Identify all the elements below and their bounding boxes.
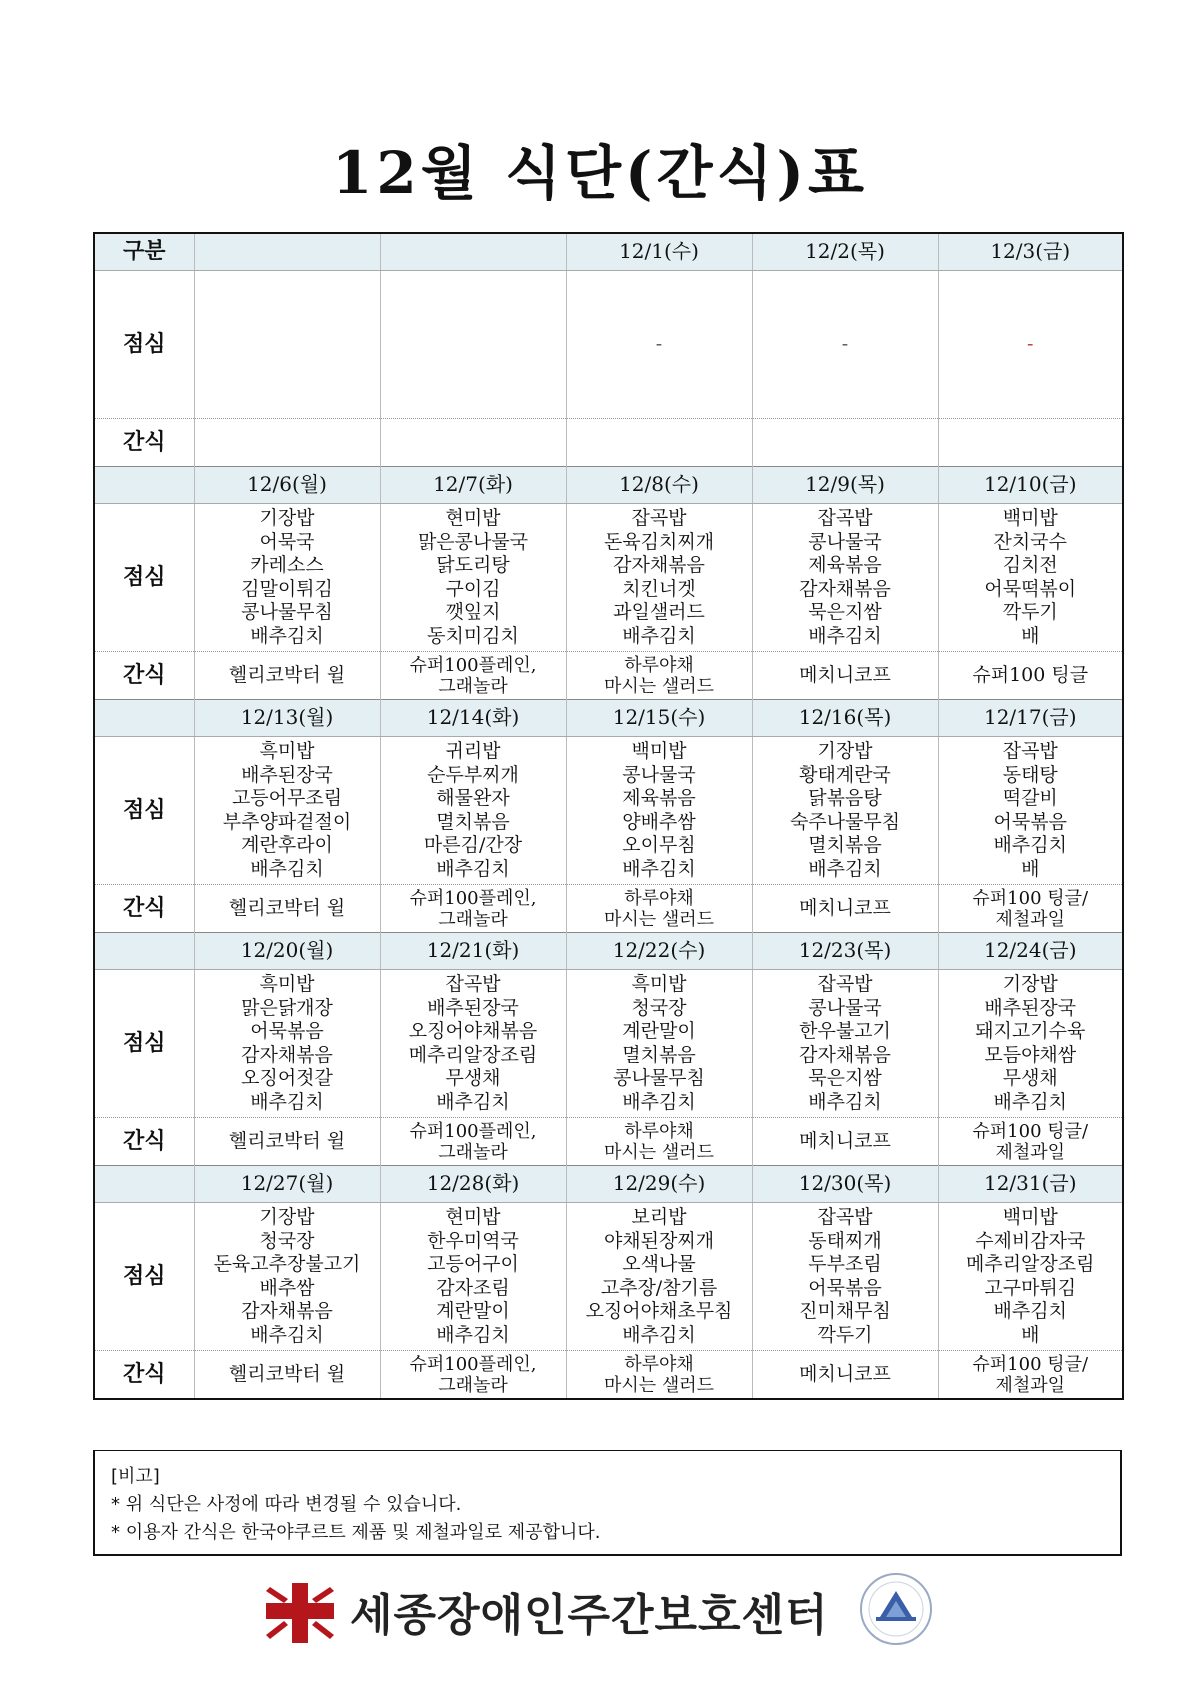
week-header-row xyxy=(94,933,1123,970)
snack-cell xyxy=(938,419,1123,467)
snack-item: 메치니코프 xyxy=(799,1129,891,1152)
date-header: 12/27(월) xyxy=(194,1166,380,1203)
snack-cell xyxy=(380,1118,566,1166)
lunch-cell: - xyxy=(566,271,752,419)
menu-item: 배추김치 xyxy=(993,1090,1067,1113)
menu-item: 묵은지쌈 xyxy=(808,601,882,623)
menu-item: 감자채볶음 xyxy=(799,577,891,600)
date-header: 12/20(월) xyxy=(194,933,380,970)
lunch-cell: - xyxy=(938,271,1123,419)
menu-table-body xyxy=(94,233,1123,1399)
menu-item: 흑미밥 xyxy=(631,973,687,995)
menu-item: 배추김치 xyxy=(808,857,882,880)
date-header: 12/3(금) xyxy=(938,233,1123,271)
snack-cell xyxy=(194,1118,380,1166)
menu-item: 닭도리탕 xyxy=(436,554,510,576)
menu-item: 배추김치 xyxy=(993,834,1067,856)
lunch-label: 점심 xyxy=(94,504,194,652)
menu-item: 흑미밥 xyxy=(259,973,315,995)
snack-item: 제철과일 xyxy=(995,1374,1066,1396)
lunch-cell: - xyxy=(752,271,938,419)
menu-item: 제육볶음 xyxy=(808,554,882,576)
menu-item: 메추리알장조림 xyxy=(966,1253,1095,1275)
snack-item: 헬리코박터 윌 xyxy=(228,896,346,919)
menu-item: 기장밥 xyxy=(817,740,873,762)
menu-item: 기장밥 xyxy=(259,1206,315,1228)
menu-item: 배추된장국 xyxy=(984,996,1077,1019)
snack-label: 간식 xyxy=(94,1351,194,1400)
menu-item: 고추장/참기름 xyxy=(600,1276,718,1299)
menu-item: 배추김치 xyxy=(622,1323,696,1346)
menu-item: 잡곡밥 xyxy=(817,1206,873,1228)
menu-item: 메추리알장조림 xyxy=(408,1043,538,1066)
snack-cell xyxy=(752,652,938,700)
menu-item: 어묵볶음 xyxy=(993,810,1067,833)
lunch-row xyxy=(94,504,1123,652)
menu-item: 청국장 xyxy=(259,1229,315,1252)
menu-item: 배추김치 xyxy=(993,1300,1067,1322)
snack-cell xyxy=(194,652,380,700)
snack-row xyxy=(94,1118,1123,1166)
snack-cell xyxy=(938,885,1123,933)
date-header: 12/30(목) xyxy=(752,1166,938,1203)
snack-cell xyxy=(566,1118,752,1166)
lunch-cell xyxy=(752,504,938,652)
lunch-cell xyxy=(194,504,380,652)
snack-item: 마시는 샐러드 xyxy=(603,675,715,697)
menu-item: 콩나물무침 xyxy=(241,601,333,623)
menu-item: 깍두기 xyxy=(1002,601,1058,623)
snack-row xyxy=(94,1351,1123,1400)
menu-item: 돈육김치찌개 xyxy=(603,530,715,553)
snack-item: 헬리코박터 윌 xyxy=(228,663,346,686)
snack-cell xyxy=(752,885,938,933)
snack-item: 마시는 샐러드 xyxy=(603,1141,715,1163)
menu-item: 배추김치 xyxy=(622,1090,696,1113)
menu-item: 오색나물 xyxy=(622,1253,696,1275)
snack-label: 간식 xyxy=(94,885,194,933)
snack-cell xyxy=(752,1118,938,1166)
header-blank-cell xyxy=(94,933,194,970)
snack-cell xyxy=(752,1351,938,1400)
date-header xyxy=(380,233,566,271)
menu-item: 오이무침 xyxy=(622,834,696,856)
lunch-label: 점심 xyxy=(94,1203,194,1351)
menu-item: 콩나물국 xyxy=(808,530,882,553)
menu-item: 진미채무침 xyxy=(799,1300,891,1322)
menu-item: 김말이튀김 xyxy=(241,577,333,600)
menu-item: 배추김치 xyxy=(436,857,510,880)
menu-item: 멸치볶음 xyxy=(436,810,510,833)
menu-item: 배추김치 xyxy=(808,624,882,647)
menu-item: 계란말이 xyxy=(436,1300,510,1322)
lunch-cell xyxy=(194,1203,380,1351)
snack-item: 그래놀라 xyxy=(438,675,508,697)
menu-item: 두부조림 xyxy=(808,1253,882,1275)
menu-item: 배추김치 xyxy=(622,624,696,647)
lunch-cell xyxy=(194,737,380,885)
snack-item: 헬리코박터 윌 xyxy=(228,1129,346,1152)
date-header: 12/6(월) xyxy=(194,467,380,504)
menu-item: 배추된장국 xyxy=(241,763,333,786)
snack-item: 메치니코프 xyxy=(799,1362,891,1385)
menu-item: 깍두기 xyxy=(817,1323,873,1346)
menu-item: 배추된장국 xyxy=(427,996,519,1019)
date-header: 12/21(화) xyxy=(380,933,566,970)
lunch-row xyxy=(94,1203,1123,1351)
snack-cell xyxy=(566,419,752,467)
menu-item: 과일샐러드 xyxy=(613,601,705,623)
menu-item: 배추쌈 xyxy=(259,1276,315,1299)
snack-item: 슈퍼100플레인, xyxy=(409,1120,537,1142)
snack-cell xyxy=(566,652,752,700)
date-header: 12/17(금) xyxy=(938,700,1123,737)
lunch-cell xyxy=(380,271,566,419)
snack-item: 헬리코박터 윌 xyxy=(228,1362,346,1385)
lunch-cell xyxy=(380,970,566,1118)
menu-item: 오징어야채볶음 xyxy=(408,1020,538,1042)
snack-item: 슈퍼100플레인, xyxy=(409,887,537,909)
sejong-city-emblem-icon xyxy=(858,1571,934,1647)
menu-item: 백미밥 xyxy=(1002,1206,1058,1228)
menu-item: 잡곡밥 xyxy=(817,973,873,995)
lunch-cell xyxy=(566,504,752,652)
menu-item: 모듬야채쌈 xyxy=(984,1043,1077,1066)
menu-item: 부추양파겉절이 xyxy=(222,810,352,833)
notes-heading: [비고] xyxy=(111,1466,160,1487)
lunch-cell xyxy=(938,1203,1123,1351)
lunch-cell xyxy=(938,970,1123,1118)
lunch-cell xyxy=(752,1203,938,1351)
menu-item: 감자채볶음 xyxy=(241,1300,333,1322)
snack-cell xyxy=(380,885,566,933)
menu-item: 마른김/간장 xyxy=(423,834,523,856)
snack-cell xyxy=(194,419,380,467)
date-header: 12/29(수) xyxy=(566,1166,752,1203)
menu-item: 무생채 xyxy=(1002,1067,1058,1089)
note-line: * 이용자 간식은 한국야쿠르트 제품 및 제철과일로 제공합니다. xyxy=(111,1522,601,1543)
snack-item: 그래놀라 xyxy=(438,908,508,930)
lunch-cell xyxy=(566,737,752,885)
snack-item: 하루야채 xyxy=(624,887,694,909)
menu-item: 감자채볶음 xyxy=(613,554,705,576)
menu-table xyxy=(93,232,1124,1400)
menu-item: 한우미역국 xyxy=(427,1229,519,1252)
menu-item: 배추김치 xyxy=(250,1323,324,1346)
menu-item: 잡곡밥 xyxy=(445,973,501,995)
menu-item: 잡곡밥 xyxy=(631,507,687,529)
lunch-cell xyxy=(752,737,938,885)
notes-box xyxy=(93,1450,1122,1556)
menu-item: 떡갈비 xyxy=(1002,787,1058,809)
header-blank-cell xyxy=(94,1166,194,1203)
snack-item: 슈퍼100 팅글/ xyxy=(972,1120,1089,1142)
menu-item: 어묵떡볶이 xyxy=(984,577,1077,600)
snack-item: 그래놀라 xyxy=(438,1374,508,1396)
menu-item: 배추김치 xyxy=(436,1090,510,1113)
menu-item: 멸치볶음 xyxy=(622,1043,696,1066)
menu-item: 감자채볶음 xyxy=(241,1043,333,1066)
menu-item: 콩나물무침 xyxy=(613,1067,705,1089)
date-header: 12/31(금) xyxy=(938,1166,1123,1203)
snack-cell xyxy=(380,419,566,467)
menu-item: 흑미밥 xyxy=(259,740,315,762)
menu-item: 배추김치 xyxy=(250,1090,324,1113)
menu-item: 기장밥 xyxy=(259,507,315,529)
snack-label: 간식 xyxy=(94,419,194,467)
week-header-row xyxy=(94,1166,1123,1203)
snack-cell xyxy=(380,652,566,700)
menu-item: 배추김치 xyxy=(808,1090,882,1113)
snack-label: 간식 xyxy=(94,1118,194,1166)
snack-row xyxy=(94,885,1123,933)
menu-item: 맑은콩나물국 xyxy=(417,530,529,553)
snack-item: 슈퍼100 팅글/ xyxy=(972,1353,1089,1375)
menu-item: 묵은지쌈 xyxy=(808,1067,882,1089)
menu-item: 귀리밥 xyxy=(445,740,501,762)
footer xyxy=(262,1575,942,1647)
date-header: 12/28(화) xyxy=(380,1166,566,1203)
snack-item: 슈퍼100플레인, xyxy=(409,1353,537,1375)
menu-item: 깻잎지 xyxy=(445,601,501,623)
menu-item: 잡곡밥 xyxy=(817,507,873,529)
snack-item: 제철과일 xyxy=(995,1141,1066,1163)
menu-item: 숙주나물무침 xyxy=(789,810,901,833)
menu-item: 보리밥 xyxy=(631,1206,687,1228)
note-line: * 위 식단은 사정에 따라 변경될 수 있습니다. xyxy=(111,1494,462,1515)
week-header-row xyxy=(94,233,1123,271)
date-header: 12/15(수) xyxy=(566,700,752,737)
menu-item: 돈육고추장불고기 xyxy=(213,1253,361,1275)
week-header-row xyxy=(94,700,1123,737)
menu-item: 배추김치 xyxy=(250,857,324,880)
lunch-label: 점심 xyxy=(94,271,194,419)
menu-item: 백미밥 xyxy=(631,740,687,762)
caritas-cross-icon xyxy=(262,1581,338,1645)
menu-item: 감자조림 xyxy=(436,1276,510,1299)
date-header: 12/7(화) xyxy=(380,467,566,504)
menu-item: 배추김치 xyxy=(250,624,324,647)
snack-item: 슈퍼100 팅글/ xyxy=(972,887,1089,909)
lunch-cell xyxy=(380,737,566,885)
lunch-row xyxy=(94,970,1123,1118)
menu-item: 어묵국 xyxy=(259,530,315,553)
menu-item: 배 xyxy=(1021,624,1040,647)
snack-cell xyxy=(566,885,752,933)
date-header: 12/14(화) xyxy=(380,700,566,737)
snack-item: 슈퍼100플레인, xyxy=(409,654,537,676)
menu-item: 닭볶음탕 xyxy=(808,787,882,809)
menu-item: 고등어무조림 xyxy=(231,787,343,809)
snack-item: 제철과일 xyxy=(995,908,1066,930)
menu-item: 양배추쌈 xyxy=(622,810,696,833)
date-header: 12/1(수) xyxy=(566,233,752,271)
menu-item: 동태찌개 xyxy=(808,1229,882,1252)
menu-item: 현미밥 xyxy=(445,507,501,529)
menu-item: 한우불고기 xyxy=(799,1020,891,1042)
snack-item: 메치니코프 xyxy=(799,663,891,686)
lunch-cell xyxy=(752,970,938,1118)
snack-cell xyxy=(380,1351,566,1400)
week-header-row xyxy=(94,467,1123,504)
menu-item: 고등어구이 xyxy=(427,1253,519,1275)
snack-item: 슈퍼100 팅글 xyxy=(972,663,1089,686)
lunch-row xyxy=(94,737,1123,885)
menu-item: 배추김치 xyxy=(622,857,696,880)
lunch-label: 점심 xyxy=(94,970,194,1118)
lunch-cell xyxy=(938,737,1123,885)
lunch-cell xyxy=(380,504,566,652)
menu-item: 돼지고기수육 xyxy=(975,1020,1086,1042)
snack-cell xyxy=(938,1118,1123,1166)
menu-item: 카레소스 xyxy=(250,554,324,576)
snack-item: 하루야채 xyxy=(624,1353,694,1375)
lunch-label: 점심 xyxy=(94,737,194,885)
category-label: 구분 xyxy=(94,233,194,271)
date-header: 12/9(목) xyxy=(752,467,938,504)
lunch-cell xyxy=(566,970,752,1118)
menu-item: 잡곡밥 xyxy=(1002,740,1058,762)
menu-item: 배 xyxy=(1021,857,1040,880)
date-header: 12/13(월) xyxy=(194,700,380,737)
menu-item: 어묵볶음 xyxy=(250,1020,324,1042)
snack-item: 하루야채 xyxy=(624,1120,694,1142)
menu-item: 멸치볶음 xyxy=(808,834,882,856)
snack-cell xyxy=(566,1351,752,1400)
menu-item: 배추김치 xyxy=(436,1323,510,1346)
snack-cell xyxy=(194,1351,380,1400)
date-header: 12/23(목) xyxy=(752,933,938,970)
menu-item: 오징어야채초무침 xyxy=(585,1300,733,1322)
menu-item: 수제비감자국 xyxy=(975,1229,1086,1252)
menu-item: 순두부찌개 xyxy=(427,763,519,786)
date-header: 12/8(수) xyxy=(566,467,752,504)
menu-item: 동태탕 xyxy=(1002,763,1058,786)
menu-item: 김치전 xyxy=(1002,554,1058,576)
menu-item: 백미밥 xyxy=(1002,507,1058,529)
menu-item: 현미밥 xyxy=(445,1206,501,1228)
date-header: 12/2(목) xyxy=(752,233,938,271)
lunch-cell xyxy=(938,504,1123,652)
date-header: 12/16(목) xyxy=(752,700,938,737)
snack-cell xyxy=(752,419,938,467)
menu-item: 구이김 xyxy=(445,577,501,600)
snack-row xyxy=(94,419,1123,467)
snack-item: 마시는 샐러드 xyxy=(603,1374,715,1396)
menu-item: 기장밥 xyxy=(1002,973,1058,995)
menu-item: 동치미김치 xyxy=(427,624,519,647)
date-header: 12/10(금) xyxy=(938,467,1123,504)
menu-item: 황태계란국 xyxy=(799,763,891,786)
snack-item: 그래놀라 xyxy=(438,1141,508,1163)
menu-item: 계란후라이 xyxy=(241,834,333,856)
lunch-cell xyxy=(194,970,380,1118)
date-header: 12/24(금) xyxy=(938,933,1123,970)
menu-item: 콩나물국 xyxy=(622,763,696,786)
lunch-row xyxy=(94,271,1123,419)
snack-label: 간식 xyxy=(94,652,194,700)
snack-row xyxy=(94,652,1123,700)
menu-item: 콩나물국 xyxy=(808,996,882,1019)
menu-item: 무생채 xyxy=(445,1067,501,1089)
page-title: 12월 식단(간식)표 xyxy=(332,139,868,207)
menu-item: 배 xyxy=(1021,1323,1040,1346)
menu-item: 계란말이 xyxy=(622,1020,696,1042)
date-header: 12/22(수) xyxy=(566,933,752,970)
menu-item: 오징어젓갈 xyxy=(241,1067,333,1089)
lunch-cell xyxy=(194,271,380,419)
menu-item: 청국장 xyxy=(631,996,687,1019)
snack-cell xyxy=(194,885,380,933)
menu-item: 잔치국수 xyxy=(993,530,1067,553)
menu-item: 야채된장찌개 xyxy=(603,1229,715,1252)
date-header xyxy=(194,233,380,271)
snack-item: 하루야채 xyxy=(624,654,694,676)
lunch-cell xyxy=(566,1203,752,1351)
menu-item: 맑은닭개장 xyxy=(241,996,333,1019)
menu-item: 치킨너겟 xyxy=(622,577,696,600)
snack-cell xyxy=(938,652,1123,700)
snack-item: 마시는 샐러드 xyxy=(603,908,715,930)
menu-item: 해물완자 xyxy=(436,787,510,809)
snack-cell xyxy=(938,1351,1123,1400)
menu-item: 감자채볶음 xyxy=(799,1043,891,1066)
menu-item: 어묵볶음 xyxy=(808,1276,882,1299)
header-blank-cell xyxy=(94,467,194,504)
lunch-cell xyxy=(380,1203,566,1351)
organization-name: 세종장애인주간보호센터 xyxy=(350,1590,829,1641)
menu-item: 제육볶음 xyxy=(622,787,696,809)
menu-item: 고구마튀김 xyxy=(984,1276,1077,1299)
header-blank-cell xyxy=(94,700,194,737)
snack-item: 메치니코프 xyxy=(799,896,891,919)
